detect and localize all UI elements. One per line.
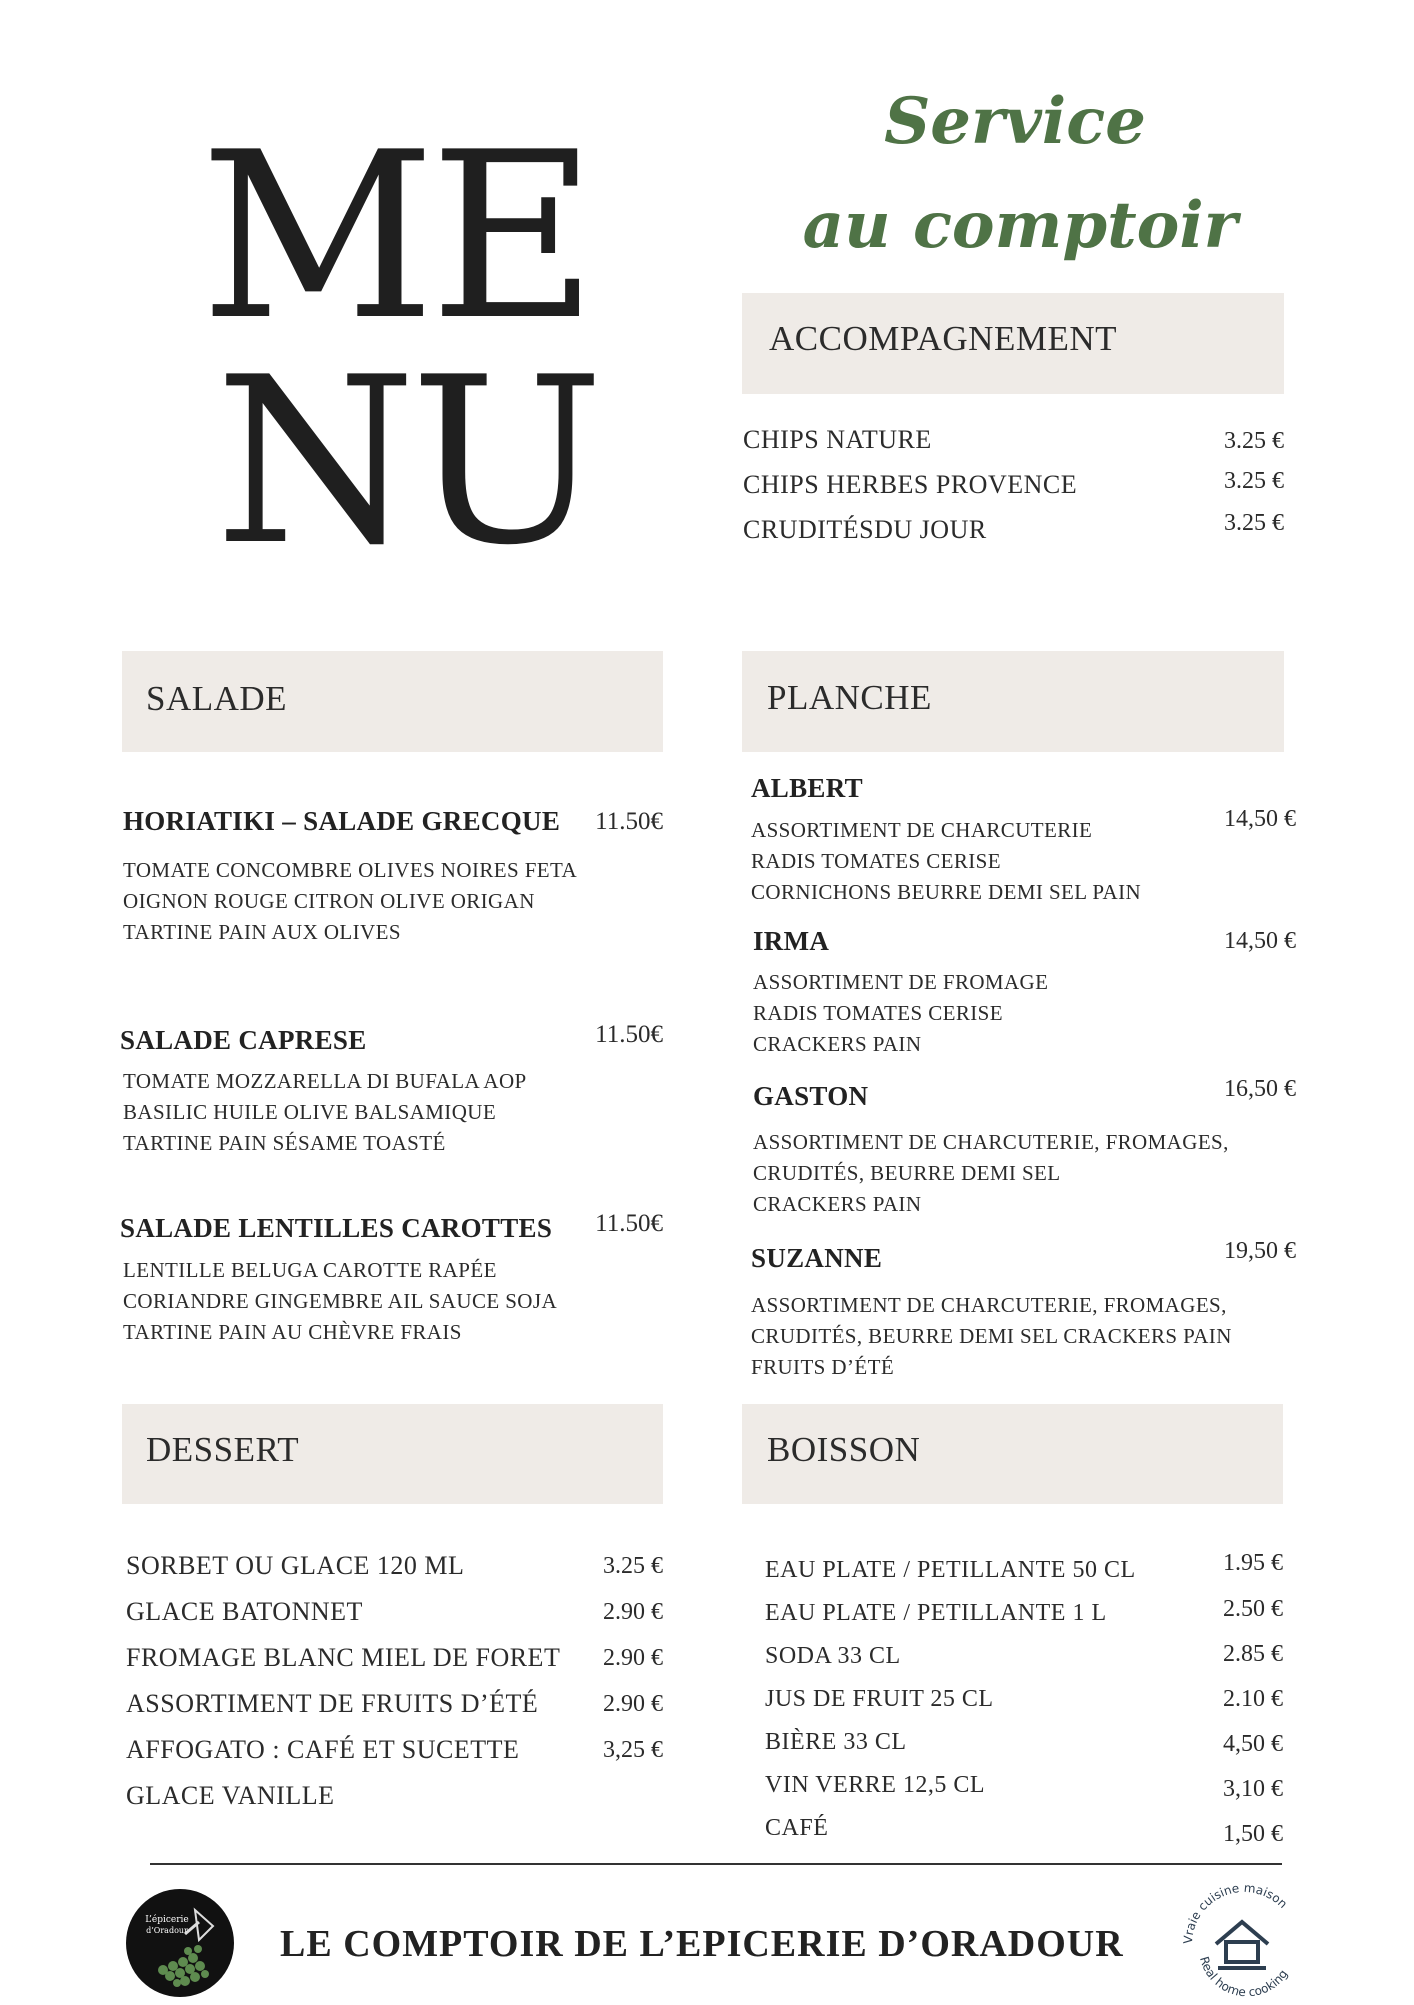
- menu-item-name: CHIPS NATURE: [743, 425, 932, 454]
- menu-item-price: 1.95 €: [1223, 1550, 1283, 1576]
- description-line: CRACKERS PAIN: [753, 1192, 922, 1216]
- menu-item-price: 3.25 €: [1224, 510, 1284, 536]
- menu-item-price: 14,50 €: [1224, 806, 1296, 832]
- description-line: ASSORTIMENT DE FROMAGE: [753, 970, 1049, 994]
- section-band-boisson: [742, 1404, 1283, 1504]
- menu-item-price: 3,25 €: [603, 1737, 663, 1763]
- menu-item-description: [123, 1066, 527, 1159]
- section-title-salade: SALADE: [146, 679, 288, 718]
- section-title-dessert: DESSERT: [146, 1430, 300, 1469]
- badge-text-top: Vraie cuisine maison: [1180, 1880, 1291, 1945]
- description-line: CORNICHONS BEURRE DEMI SEL PAIN: [751, 880, 1142, 904]
- section-title-planche: PLANCHE: [767, 678, 932, 717]
- section-title-boisson: BOISSON: [767, 1430, 921, 1469]
- description-line: TARTINE PAIN AU CHÈVRE FRAIS: [123, 1320, 462, 1344]
- menu-item-name: IRMA: [753, 926, 830, 956]
- description-line: TARTINE PAIN SÉSAME TOASTÉ: [123, 1131, 446, 1155]
- description-line: RADIS TOMATES CERISE: [751, 849, 1001, 873]
- description-line: CRUDITÉS, BEURRE DEMI SEL: [753, 1161, 1061, 1185]
- description-line: CORIANDRE GINGEMBRE AIL SAUCE SOJA: [123, 1289, 558, 1313]
- menu-title-line2: NU: [215, 329, 599, 596]
- menu-title-line1: ME: [200, 104, 592, 371]
- menu-item-name: GLACE VANILLE: [126, 1781, 335, 1810]
- menu-item-description: [753, 967, 1048, 1060]
- section-band-planche: [742, 651, 1284, 752]
- menu-item-name: EAU PLATE / PETILLANTE 50 CL: [765, 1557, 1136, 1583]
- menu-item-price: 11.50€: [595, 1210, 663, 1237]
- section-title-accompagnement: ACCOMPAGNEMENT: [769, 319, 1117, 358]
- menu-item-name: ASSORTIMENT DE FRUITS D’ÉTÉ: [126, 1689, 539, 1718]
- menu-item-price: 2.90 €: [603, 1599, 663, 1625]
- menu-item-name: EAU PLATE / PETILLANTE 1 L: [765, 1600, 1107, 1626]
- menu-item-name: GASTON: [753, 1081, 869, 1111]
- menu-item-name: CHIPS HERBES PROVENCE: [743, 470, 1078, 499]
- menu-item-name: AFFOGATO : CAFÉ ET SUCETTE: [126, 1735, 520, 1764]
- menu-item-name: VIN VERRE 12,5 CL: [765, 1772, 986, 1798]
- menu-item-description: [753, 1127, 1229, 1220]
- menu-item-price: 3.25 €: [1224, 428, 1284, 454]
- menu-item-price: 2.85 €: [1223, 1641, 1283, 1667]
- description-line: BASILIC HUILE OLIVE BALSAMIQUE: [123, 1100, 497, 1124]
- menu-item-price: 11.50€: [595, 808, 663, 835]
- logo-text-line2: d’Oradour: [146, 1926, 188, 1935]
- footer-divider: [150, 1863, 1282, 1865]
- menu-item-name: SALADE LENTILLES CAROTTES: [120, 1213, 553, 1243]
- description-line: TARTINE PAIN AUX OLIVES: [123, 920, 401, 944]
- menu-item-name: BIÈRE 33 CL: [765, 1729, 907, 1755]
- menu-item-name: SALADE CAPRESE: [120, 1025, 367, 1055]
- menu-item-description: [123, 1255, 557, 1348]
- epicerie-logo: [125, 1888, 235, 1998]
- menu-item-price: 14,50 €: [1224, 928, 1296, 954]
- menu-item-name: JUS DE FRUIT 25 CL: [765, 1686, 994, 1712]
- description-line: ASSORTIMENT DE CHARCUTERIE: [751, 818, 1093, 842]
- menu-item-price: 2.90 €: [603, 1691, 663, 1717]
- description-line: CRUDITÉS, BEURRE DEMI SEL CRACKERS PAIN: [751, 1324, 1232, 1348]
- menu-item-description: [123, 855, 577, 948]
- menu-item-price: 3.25 €: [1224, 468, 1284, 494]
- description-line: LENTILLE BELUGA CAROTTE RAPÉE: [123, 1258, 497, 1282]
- service-title-line2: au comptoir: [802, 188, 1238, 263]
- menu-item-price: 16,50 €: [1224, 1076, 1296, 1102]
- menu-item-price: 1,50 €: [1223, 1821, 1283, 1847]
- description-line: TOMATE CONCOMBRE OLIVES NOIRES FETA: [123, 858, 578, 882]
- menu-item-name: CAFÉ: [765, 1815, 829, 1841]
- restaurant-name: LE COMPTOIR DE L’EPICERIE D’ORADOUR: [280, 1923, 1124, 1965]
- menu-item-name: FROMAGE BLANC MIEL DE FORET: [126, 1643, 561, 1672]
- description-line: OIGNON ROUGE CITRON OLIVE ORIGAN: [123, 889, 535, 913]
- menu-item-name: SUZANNE: [751, 1243, 883, 1273]
- menu-item-name: SORBET OU GLACE 120 ML: [126, 1551, 465, 1580]
- description-line: ASSORTIMENT DE CHARCUTERIE, FROMAGES,: [753, 1130, 1229, 1154]
- menu-item-price: 2.90 €: [603, 1645, 663, 1671]
- menu-item-price: 3,10 €: [1223, 1776, 1283, 1802]
- menu-item-name: CRUDITÉSDU JOUR: [743, 515, 987, 544]
- menu-item-price: 4,50 €: [1223, 1731, 1283, 1757]
- house-icon: [1216, 1922, 1268, 1968]
- menu-item-price: 2.10 €: [1223, 1686, 1283, 1712]
- description-line: CRACKERS PAIN: [753, 1032, 922, 1056]
- section-band-accompagnement: [742, 293, 1284, 394]
- menu-item-price: 19,50 €: [1224, 1238, 1296, 1264]
- description-line: ASSORTIMENT DE CHARCUTERIE, FROMAGES,: [751, 1293, 1227, 1317]
- menu-item-name: ALBERT: [751, 773, 863, 803]
- menu-item-description: [751, 1290, 1232, 1383]
- description-line: RADIS TOMATES CERISE: [753, 1001, 1003, 1025]
- menu-item-price: 11.50€: [595, 1021, 663, 1048]
- menu-item-name: SODA 33 CL: [765, 1643, 901, 1669]
- section-band-salade: [122, 651, 663, 752]
- menu-item-price: 3.25 €: [603, 1553, 663, 1579]
- section-band-dessert: [122, 1404, 663, 1504]
- description-line: FRUITS D’ÉTÉ: [751, 1355, 895, 1379]
- svg-text:Vraie cuisine maison: [1181, 1881, 1290, 1945]
- logo-text-line1: L’épicerie: [145, 1915, 189, 1925]
- service-title-line1: Service: [884, 84, 1146, 159]
- menu-item-name: HORIATIKI – SALADE GRECQUE: [123, 806, 561, 836]
- description-line: TOMATE MOZZARELLA DI BUFALA AOP: [123, 1069, 527, 1093]
- menu-item-description: [751, 815, 1141, 908]
- menu-item-price: 2.50 €: [1223, 1596, 1283, 1622]
- badge-text-bottom: Real home cooking: [1196, 1954, 1291, 2000]
- menu-item-name: GLACE BATONNET: [126, 1597, 363, 1626]
- home-cooking-badge: [1178, 1878, 1308, 2000]
